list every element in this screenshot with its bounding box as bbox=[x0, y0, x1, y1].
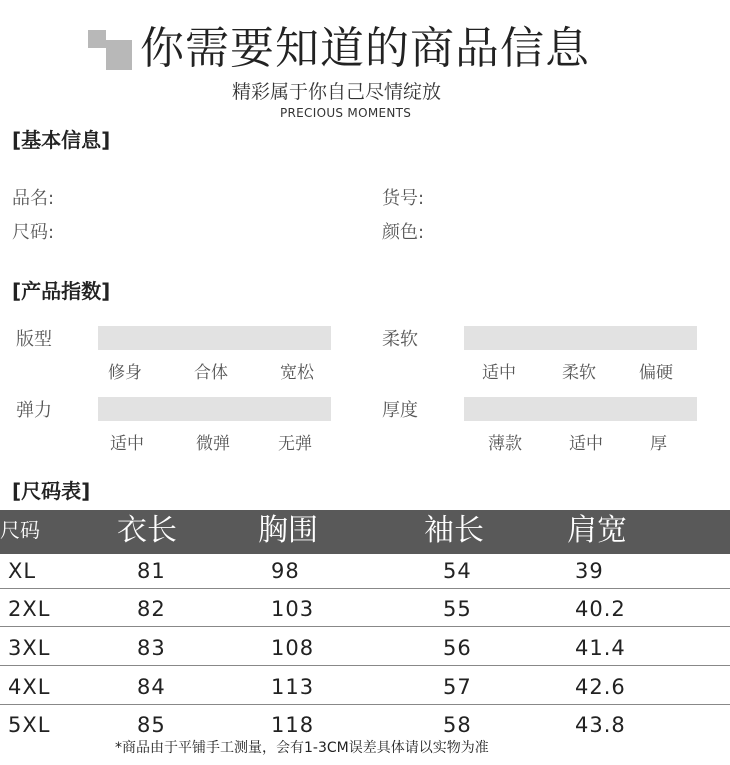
table-cell-shoulder: 39 bbox=[575, 559, 604, 583]
table-cell-shoulder: 41.4 bbox=[575, 636, 626, 660]
table-cell-chest: 113 bbox=[271, 675, 315, 699]
table-cell-sleeve: 55 bbox=[443, 597, 472, 621]
table-cell-shoulder: 42.6 bbox=[575, 675, 626, 699]
table-cell-length: 81 bbox=[137, 559, 166, 583]
metric-fit-label: 版型 bbox=[16, 329, 52, 350]
metric-softness-option: 柔软 bbox=[562, 363, 596, 383]
table-cell-sleeve: 58 bbox=[443, 713, 472, 737]
table-row-divider bbox=[0, 626, 730, 627]
metric-elasticity-bar bbox=[98, 397, 331, 421]
column-header-size: 尺码 bbox=[0, 518, 40, 542]
table-row-divider bbox=[0, 704, 730, 705]
table-cell-length: 84 bbox=[137, 675, 166, 699]
table-cell-length: 83 bbox=[137, 636, 166, 660]
metric-thickness-option: 薄款 bbox=[488, 434, 522, 454]
column-header-sleeve: 袖长 bbox=[424, 513, 484, 548]
field-color-label: 颜色: bbox=[382, 222, 425, 243]
metric-thickness-option: 厚 bbox=[650, 434, 667, 454]
table-cell-sleeve: 54 bbox=[443, 559, 472, 583]
table-cell-chest: 103 bbox=[271, 597, 315, 621]
metric-thickness-label: 厚度 bbox=[382, 400, 418, 421]
table-cell-length: 85 bbox=[137, 713, 166, 737]
table-row-divider bbox=[0, 588, 730, 589]
column-header-chest: 胸围 bbox=[258, 513, 318, 548]
metric-softness-label: 柔软 bbox=[382, 329, 418, 350]
metric-thickness-option: 适中 bbox=[569, 434, 603, 454]
field-item-no-label: 货号: bbox=[382, 188, 425, 209]
metric-softness-option: 适中 bbox=[482, 363, 516, 383]
table-cell-chest: 98 bbox=[271, 559, 300, 583]
logo-square-small bbox=[88, 30, 106, 48]
table-cell-sleeve: 57 bbox=[443, 675, 472, 699]
metric-elasticity-option: 微弹 bbox=[196, 434, 230, 454]
metric-fit-bar bbox=[98, 326, 331, 350]
table-row-divider bbox=[0, 665, 730, 666]
table-cell-size: XL bbox=[8, 559, 37, 583]
metric-fit-option: 宽松 bbox=[280, 363, 314, 383]
metric-softness-bar bbox=[464, 326, 697, 350]
page-subtitle-en: PRECIOUS MOMENTS bbox=[280, 106, 412, 120]
table-cell-shoulder: 40.2 bbox=[575, 597, 626, 621]
metric-elasticity-option: 适中 bbox=[110, 434, 144, 454]
section-title-product-metrics: [产品指数] bbox=[12, 279, 111, 303]
page-title: 你需要知道的商品信息 bbox=[140, 23, 590, 74]
metric-thickness-bar bbox=[464, 397, 697, 421]
metric-fit-option: 合体 bbox=[194, 363, 228, 383]
metric-fit-option: 修身 bbox=[108, 363, 142, 383]
table-cell-size: 5XL bbox=[8, 713, 51, 737]
measurement-note: *商品由于平铺手工测量，会有1-3CM误差具体请以实物为准 bbox=[115, 740, 489, 756]
page-subtitle: 精彩属于你自己尽情绽放 bbox=[232, 81, 442, 103]
table-cell-chest: 108 bbox=[271, 636, 315, 660]
section-title-basic-info: [基本信息] bbox=[12, 128, 111, 152]
field-size-label: 尺码: bbox=[12, 222, 55, 243]
table-cell-size: 3XL bbox=[8, 636, 51, 660]
table-cell-size: 2XL bbox=[8, 597, 51, 621]
section-title-size-table: [尺码表] bbox=[12, 479, 91, 503]
metric-elasticity-label: 弹力 bbox=[16, 400, 52, 421]
table-cell-size: 4XL bbox=[8, 675, 51, 699]
field-name-label: 品名: bbox=[12, 188, 55, 209]
metric-softness-option: 偏硬 bbox=[639, 363, 673, 383]
column-header-length: 衣长 bbox=[117, 513, 177, 548]
logo-square-large bbox=[106, 40, 132, 70]
metric-elasticity-option: 无弹 bbox=[278, 434, 312, 454]
column-header-shoulder: 肩宽 bbox=[567, 513, 627, 548]
table-cell-shoulder: 43.8 bbox=[575, 713, 626, 737]
table-cell-sleeve: 56 bbox=[443, 636, 472, 660]
table-cell-chest: 118 bbox=[271, 713, 315, 737]
table-cell-length: 82 bbox=[137, 597, 166, 621]
